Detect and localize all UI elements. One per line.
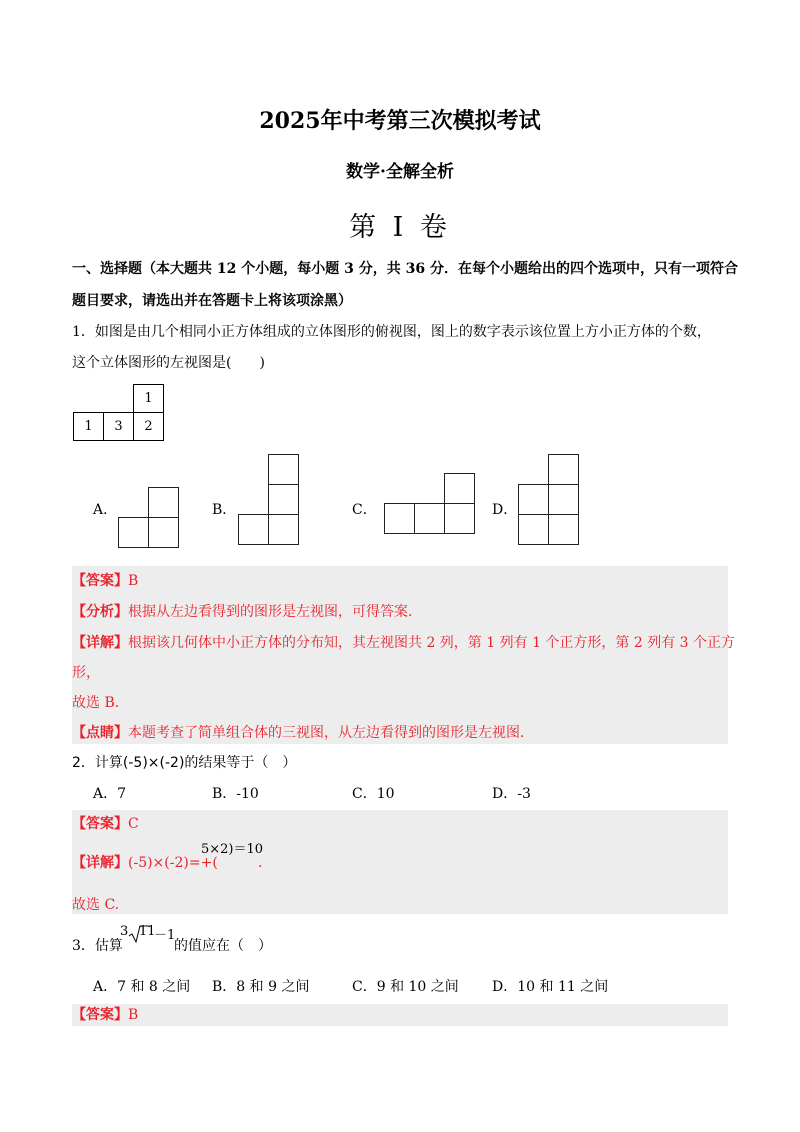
figure-square: [268, 484, 299, 515]
detail-text: (-5)×(-2)=+(: [128, 855, 218, 871]
q2-option-d: D．-3: [492, 786, 531, 802]
figure-square: [148, 517, 179, 548]
q1-option-a-label: A．: [93, 502, 118, 518]
answer-tag: 【答案】: [72, 1007, 128, 1023]
formula-tail: －1: [154, 928, 176, 943]
section-intro-line1: 一、选择题（本大题共 12 个小题，每小题 3 分，共 36 分．在每个小题给出的四个选项中，只有一项符合: [72, 261, 738, 277]
answer-tag: 【答案】: [72, 816, 128, 832]
answer-value: B: [128, 1007, 139, 1023]
detail-tag: 【详解】: [72, 635, 128, 651]
q2-option-b: B．-10: [212, 786, 259, 802]
q2-detail-period: .: [258, 855, 263, 871]
q3-option-b: B．8 和 9 之间: [212, 979, 310, 995]
figure-square: [548, 514, 579, 545]
formula-radicand: 11: [139, 924, 156, 939]
grid-cell: 3: [103, 412, 134, 441]
figure-square: [518, 514, 549, 545]
figure-square: [384, 503, 415, 534]
q1-option-b-label: B．: [212, 502, 237, 518]
q2-option-c: C．10: [352, 786, 395, 802]
figure-square: [548, 484, 579, 515]
q3-option-c: C．9 和 10 之间: [352, 979, 459, 995]
q3-option-d: D．10 和 11 之间: [492, 979, 609, 995]
formula-coefficient: 3: [120, 924, 129, 939]
comment-text: 本题考查了简单组合体的三视图，从左边看得到的图形是左视图．: [128, 725, 534, 741]
grid-cell: 1: [73, 412, 104, 441]
figure-square: [268, 454, 299, 485]
q3-radical-formula: [120, 924, 176, 944]
q2-formula: 5×2)＝10: [201, 842, 264, 857]
figure-square: [238, 514, 269, 545]
exam-subtitle: 数学·全解全析: [346, 162, 454, 182]
comment-tag: 【点睛】: [72, 725, 128, 741]
q3-stem-prefix: 3．估算: [72, 938, 123, 954]
q2-conclusion: 故选 C.: [72, 897, 120, 913]
figure-square: [518, 484, 549, 515]
answer-tag: 【答案】: [72, 573, 128, 589]
q1-option-d-label: D．: [492, 502, 518, 518]
figure-square: [444, 473, 475, 504]
answer-value: C: [128, 816, 139, 832]
q1-stem-line2: 这个立体图形的左视图是( ): [72, 355, 265, 371]
figure-square: [548, 454, 579, 485]
q3-answer: [72, 1005, 138, 1025]
figure-square: [148, 487, 179, 518]
section-intro-line2: 题目要求，请选出并在答题卡上将该项涂黑）: [72, 293, 352, 309]
detail-tag: 【详解】: [72, 855, 128, 871]
q1-solution-box: [72, 566, 728, 744]
q1-detail: [72, 633, 735, 653]
q1-analysis: [72, 602, 422, 622]
q1-option-c-label: C．: [352, 502, 377, 518]
q1-answer: [72, 571, 138, 591]
q1-detail-cont: 形，: [72, 665, 100, 681]
volume-heading: 第 I 卷: [349, 212, 451, 243]
figure-square: [444, 503, 475, 534]
q1-stem-line1: 1．如图是由几个相同小正方体组成的立体图形的俯视图，图上的数字表示该位置上方小正方体的个数，: [72, 324, 711, 340]
q3-solution-box: [72, 1004, 728, 1026]
q3-stem-suffix: 的值应在（ ）: [174, 938, 272, 954]
q1-comment: [72, 723, 534, 743]
grid-cell: 1: [133, 384, 164, 413]
analysis-text: 根据从左边看得到的图形是左视图，可得答案．: [128, 604, 422, 620]
detail-text: 根据该几何体中小正方体的分布知，其左视图共 2 列，第 1 列有 1 个正方形，第 2 列有 3 个正方: [128, 635, 736, 651]
q1-conclusion: 故选 B．: [72, 695, 129, 711]
answer-value: B: [128, 573, 139, 589]
exam-title: 2025年中考第三次模拟考试: [259, 108, 541, 134]
q2-answer: [72, 814, 139, 834]
figure-square: [268, 514, 299, 545]
grid-cell: 2: [133, 412, 164, 441]
q3-option-a: A．7 和 8 之间: [93, 979, 191, 995]
analysis-tag: 【分析】: [72, 604, 128, 620]
q2-option-a: A．7: [93, 786, 127, 802]
q2-stem: 2．计算(-5)×(-2)的结果等于（ ）: [72, 755, 297, 771]
q2-detail: [72, 853, 218, 873]
figure-square: [414, 503, 445, 534]
figure-square: [118, 517, 149, 548]
